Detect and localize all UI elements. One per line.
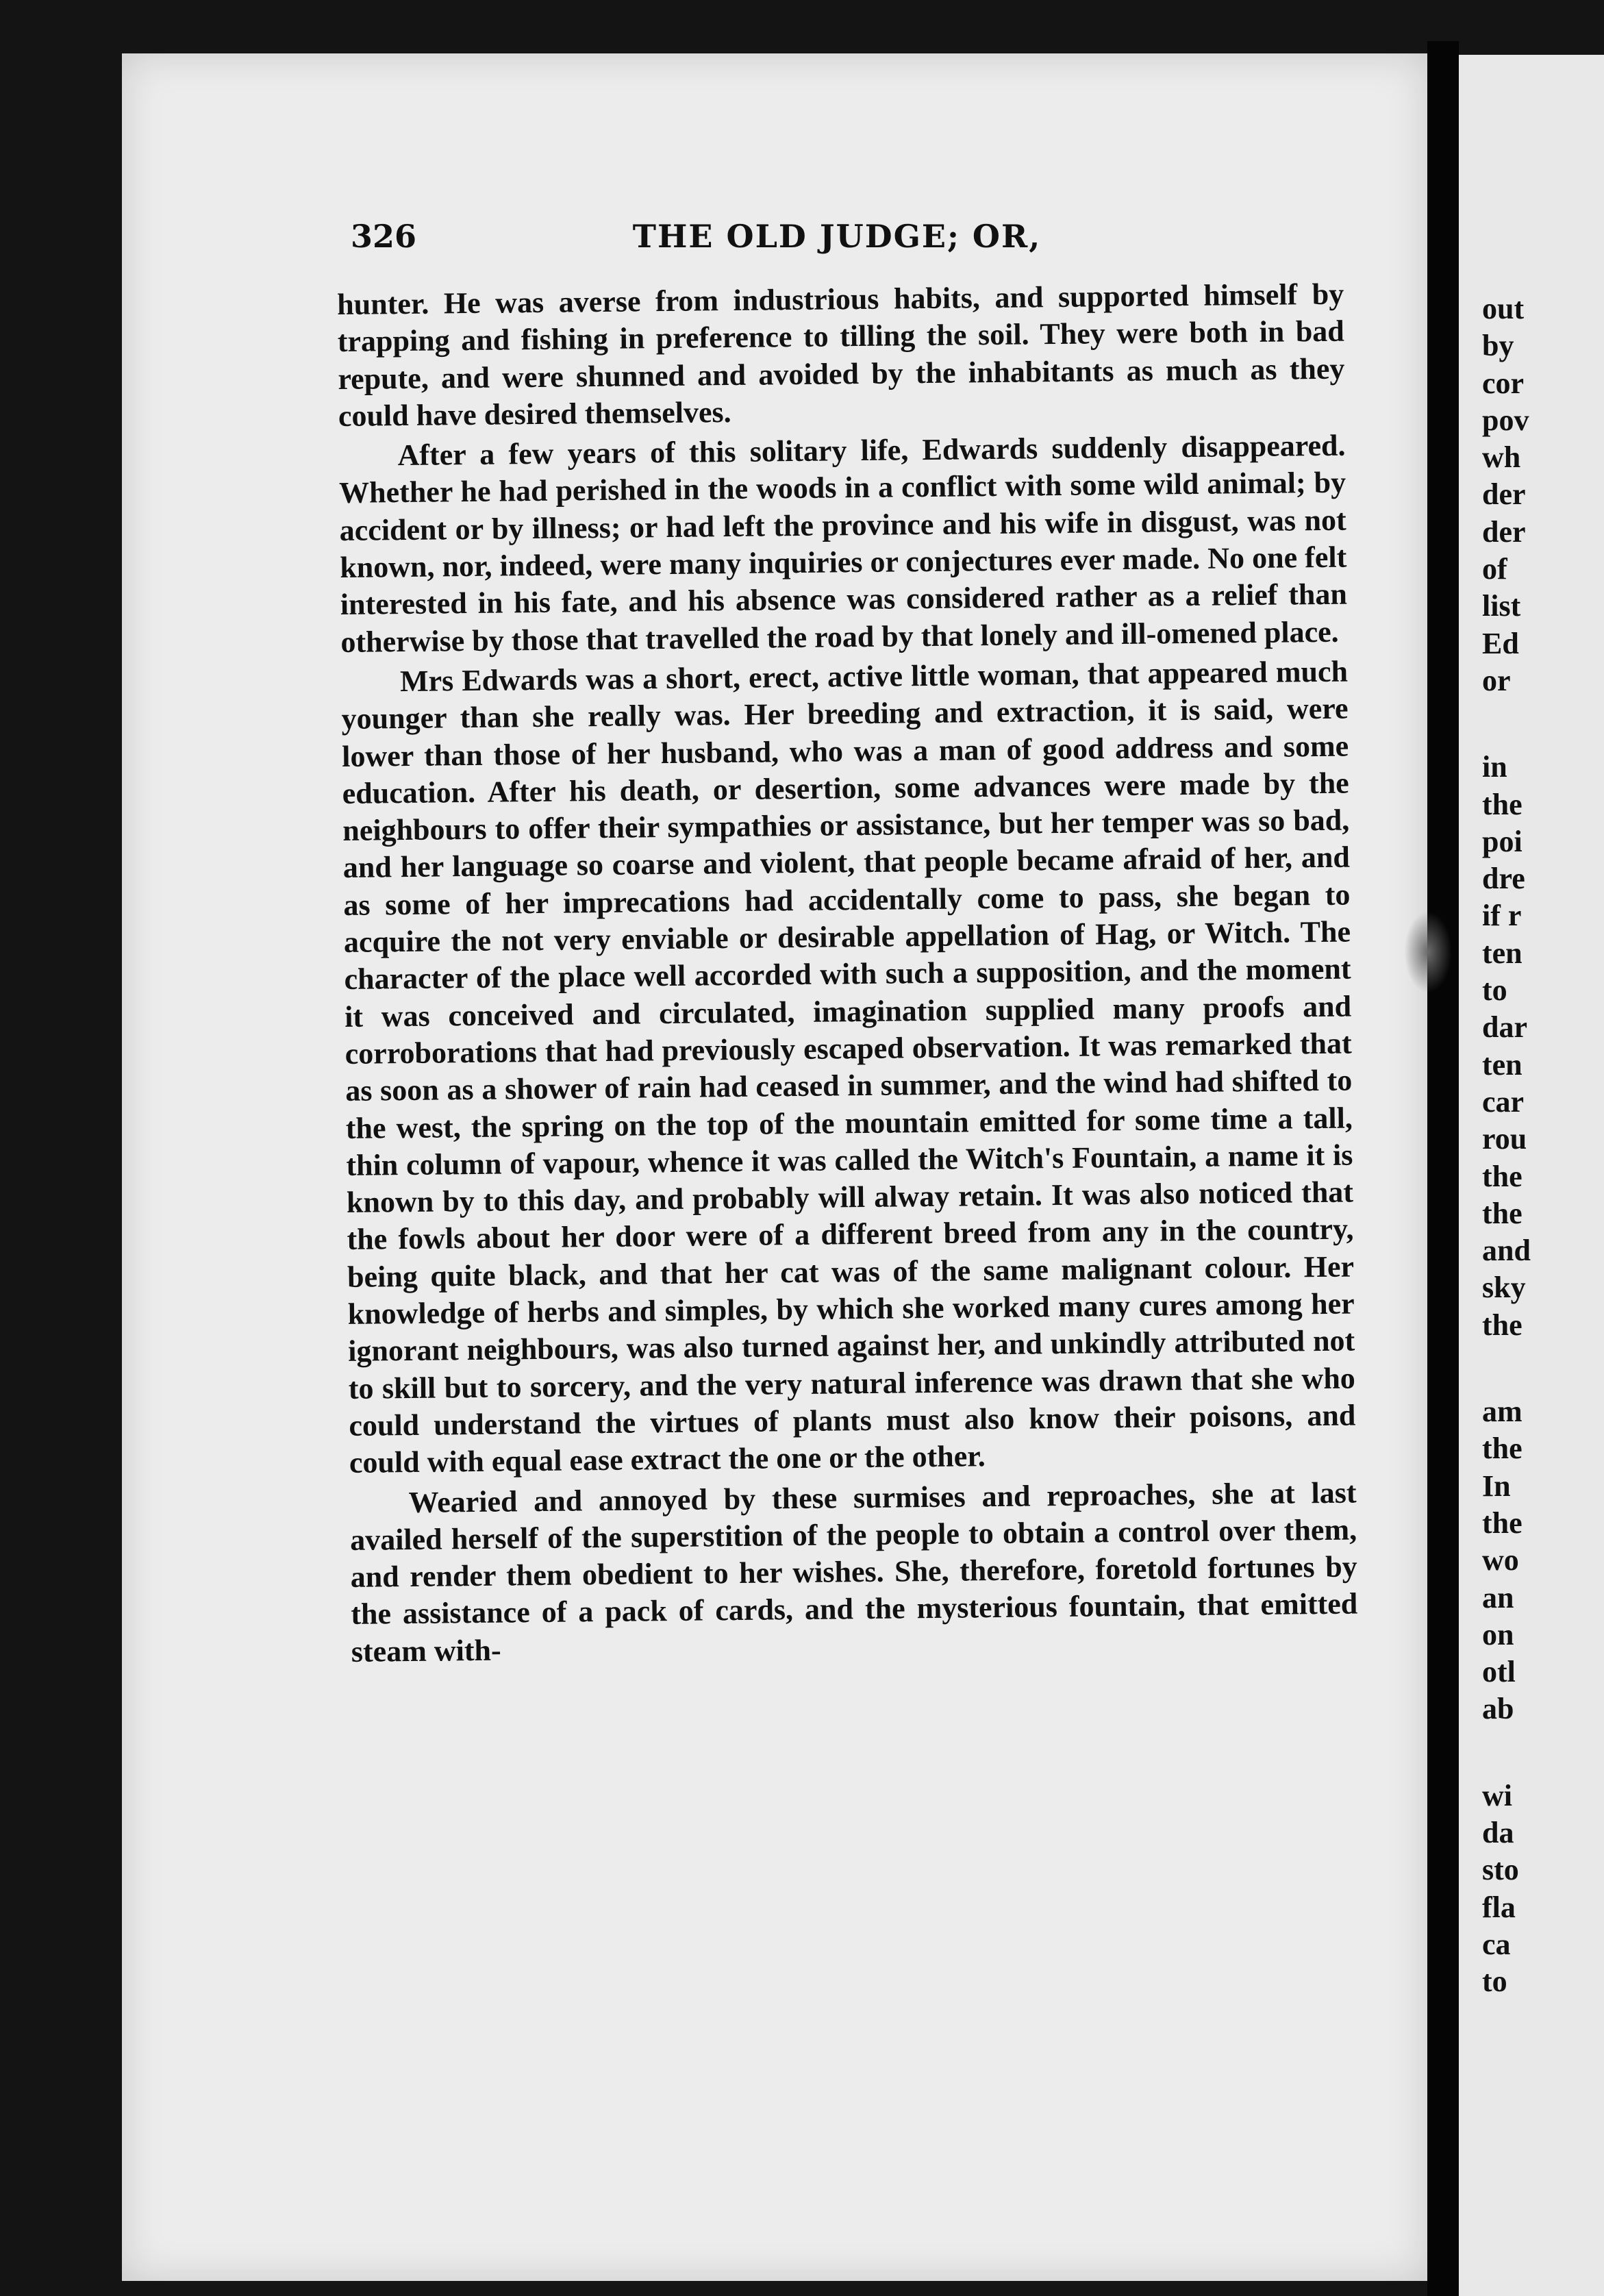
facing-page-fragment: wh xyxy=(1482,440,1521,475)
facing-page-fragment: wo xyxy=(1482,1543,1519,1577)
facing-page-fragment: the xyxy=(1482,1159,1522,1193)
facing-page-fragment: by xyxy=(1482,329,1514,363)
facing-page-fragment: wi xyxy=(1482,1778,1512,1812)
fragment-gap xyxy=(1482,699,1531,749)
paragraph-2: After a few years of this solitary life, Edwards suddenly disappeared. Whether he had perished in the woods in a conflict with some wild animal; by accident or by illness; or had left the province and his wife in disgust, was not known, nor, indeed, were many inquiries or conjectures ever made. No one felt interested in his fate, and his absence was considered rather as a relief than otherwise by those that travelled the road by that lonely and ill-omened place. xyxy=(338,428,1348,659)
fragment-gap xyxy=(1482,1344,1531,1393)
facing-page-fragment: ab xyxy=(1482,1692,1514,1726)
facing-page-fragment: ten xyxy=(1482,1047,1522,1082)
facing-page-fragment: and xyxy=(1482,1234,1531,1268)
running-head xyxy=(351,218,1323,266)
facing-page-fragment: car xyxy=(1482,1084,1525,1119)
facing-page-fragment: ca xyxy=(1482,1927,1511,1961)
facing-page-fragment: the xyxy=(1482,1506,1522,1540)
facing-page-fragment: ten xyxy=(1482,936,1522,970)
facing-page-fragment: or xyxy=(1482,663,1511,697)
body-text xyxy=(337,276,1358,1671)
facing-page xyxy=(1459,55,1604,2296)
facing-page-fragment: Ed xyxy=(1482,626,1519,660)
facing-page-fragment: fla xyxy=(1482,1890,1516,1924)
facing-page-fragment: of xyxy=(1482,552,1507,586)
facing-page-fragment: cor xyxy=(1482,366,1525,400)
paragraph-1: hunter. He was averse from industrious habits, and supported himself by trapping and fishing in preference to tilling the soil. They were both in bad repute, and were shunned and avoided by the inhabitants as much as they could have desired themselves. xyxy=(337,277,1345,433)
facing-page-fragment: da xyxy=(1482,1815,1514,1849)
facing-page-fragment: dre xyxy=(1482,862,1525,896)
facing-page-fragment: otl xyxy=(1482,1655,1516,1689)
page-number: 326 xyxy=(351,218,417,255)
facing-page-fragment: der xyxy=(1482,477,1526,512)
facing-page-fragment: am xyxy=(1482,1395,1522,1429)
paragraph-3: Mrs Edwards was a short, erect, active little woman, that appeared much younger than she really was. Her breeding and extraction, it is said, were lower than those of her husband, who was a man of good address and some education. After his death, or desertion, some advances were made by the neighbours to offer their sympathies or assistance, but her temper was so bad, and her language so coarse and violent, that people became afraid of her, and as some of her imprecations had accidentally come to pass, she began to acquire the not very enviable or desirable appellation of Hag, or Witch. The character of the place well accorded with such a supposition, and the moment it was conceived and circulated, imagination supplied many proofs and corroborations that had previously escaped observation. It was remarked that as soon as a shower of rain had ceased in summer, and the wind had shifted to the west, the spring on the top of the mountain emitted for some time a tall, thin column of vapour, whence it was called the Witch's Fountain, a name it is known by to this day, and probably will alway retain. It was also noticed that the fowls about her door were of a different breed from any in the country, being quite black, and that her cat was of the same malignant colour. Her knowledge of herbs and simples, by which she worked many cures among her ignorant neighbours, was also turned against her, and unkindly attributed not to skill but to sorcery, and the very natural inference was drawn that she who could understand the virtues of plants must also know their poisons, and could with equal ease extract the one or the other. xyxy=(341,654,1356,1480)
facing-page-fragment: dar xyxy=(1482,1010,1527,1045)
facing-page-fragment: an xyxy=(1482,1580,1514,1614)
facing-page-fragment: rou xyxy=(1482,1122,1527,1156)
facing-page-fragment: list xyxy=(1482,589,1521,623)
book-gutter xyxy=(1427,41,1459,2296)
facing-page-fragment: sky xyxy=(1482,1271,1526,1305)
facing-page-fragment: the xyxy=(1482,1432,1522,1466)
facing-page-fragment: der xyxy=(1482,514,1526,549)
facing-page-fragment: the xyxy=(1482,1196,1522,1230)
facing-page-text-fragments xyxy=(1482,290,1531,2000)
ink-smudge xyxy=(1404,911,1452,993)
facing-page-fragment: if r xyxy=(1482,899,1522,933)
facing-page-fragment: on xyxy=(1482,1617,1514,1651)
facing-page-fragment: the xyxy=(1482,787,1522,821)
facing-page-fragment: sto xyxy=(1482,1853,1519,1887)
facing-page-fragment: pov xyxy=(1482,403,1529,437)
facing-page-fragment: the xyxy=(1482,1308,1522,1342)
paragraph-4: Wearied and annoyed by these surmises and reproaches, she at last availed herself of the superstition of the people to obtain a control over them, and render them obedient to her wishes. She, therefore, foretold fortunes by the assistance of a pack of cards, and the mysterious fountain, that emitted steam with- xyxy=(349,1475,1358,1669)
fragment-gap xyxy=(1482,1728,1531,1777)
facing-page-fragment: to xyxy=(1482,973,1507,1008)
facing-page-fragment: in xyxy=(1482,750,1507,784)
running-title: THE OLD JUDGE; OR, xyxy=(632,218,1042,255)
facing-page-fragment: out xyxy=(1482,292,1525,325)
facing-page-fragment: In xyxy=(1482,1469,1511,1503)
facing-page-fragment: to xyxy=(1482,1964,1507,1999)
facing-page-fragment: poi xyxy=(1482,824,1522,858)
